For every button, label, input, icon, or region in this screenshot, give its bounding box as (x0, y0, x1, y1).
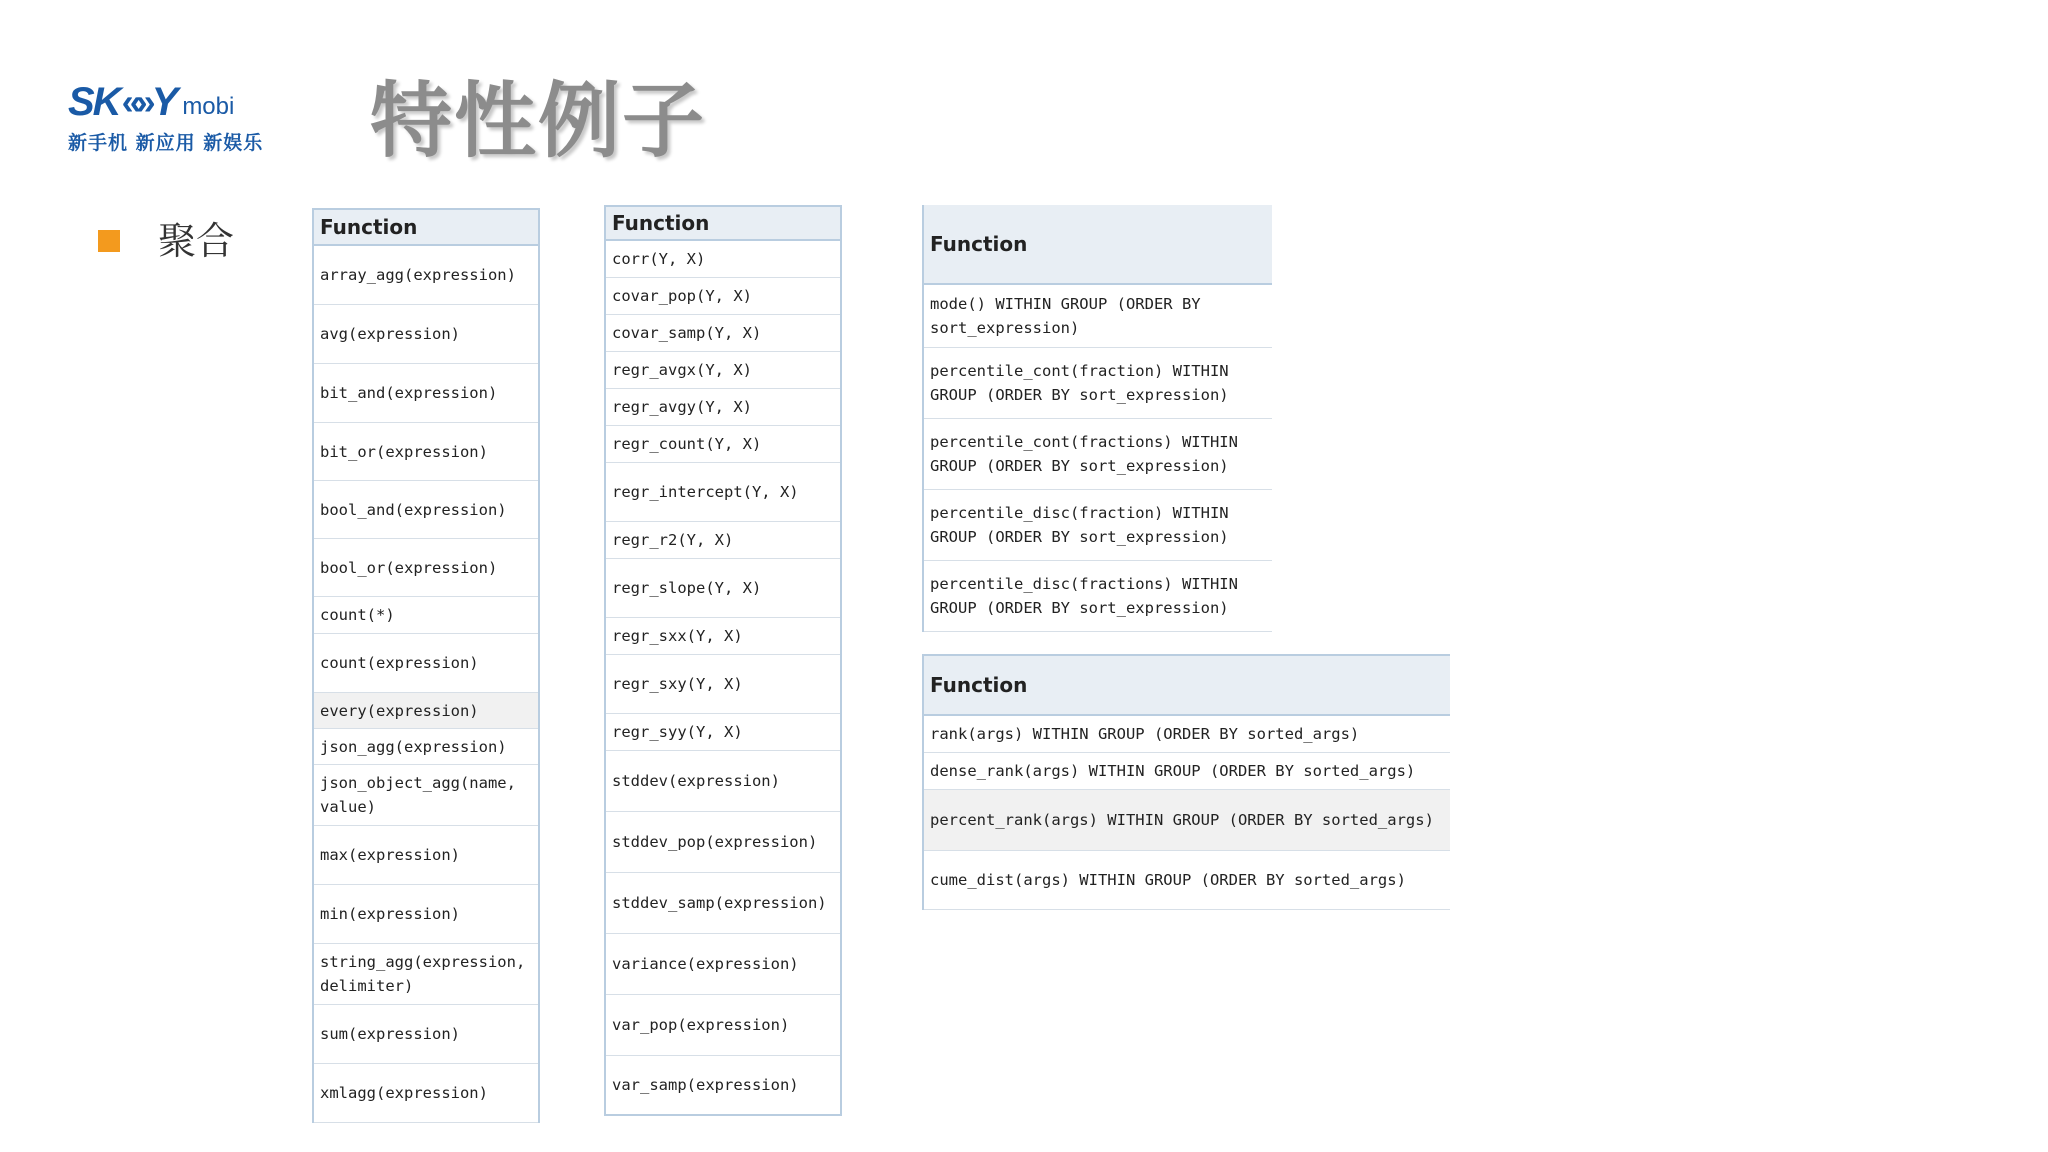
function-signature: var_samp(expression) (605, 1056, 841, 1116)
company-logo (68, 80, 328, 160)
function-signature: bit_and(expression) (313, 364, 539, 423)
function-signature: var_pop(expression) (605, 995, 841, 1056)
table-row (313, 885, 539, 944)
table-row (605, 812, 841, 873)
table-row (313, 693, 539, 729)
statistical-functions-table (604, 205, 842, 1116)
function-signature: percentile_cont(fraction) WITHIN GROUP (ORDER BY sort_expression) (923, 348, 1272, 419)
function-signature: regr_count(Y, X) (605, 426, 841, 463)
function-signature: regr_r2(Y, X) (605, 522, 841, 559)
table-row (923, 490, 1272, 561)
table-row (605, 751, 841, 812)
logo-tagline: 新手机 新应用 新娱乐 (68, 132, 264, 154)
table-header: Function (313, 209, 539, 245)
table-row (605, 995, 841, 1056)
table-row (313, 305, 539, 364)
function-signature: percentile_cont(fractions) WITHIN GROUP (ORDER BY sort_expression) (923, 419, 1272, 490)
logo-mark (68, 80, 328, 122)
logo-brand-chevrons: «» (121, 81, 150, 122)
function-signature: stddev_pop(expression) (605, 812, 841, 873)
table-row (313, 826, 539, 885)
function-signature: sum(expression) (313, 1005, 539, 1064)
table-row (923, 790, 1450, 851)
ordered-set-functions-table (922, 205, 1272, 632)
table-row (605, 1056, 841, 1116)
table-row (923, 419, 1272, 490)
table-row (313, 481, 539, 539)
table-row (313, 765, 539, 826)
logo-brand-y: Y (151, 80, 179, 124)
function-signature: regr_sxy(Y, X) (605, 655, 841, 714)
function-signature: covar_samp(Y, X) (605, 315, 841, 352)
function-signature: regr_avgy(Y, X) (605, 389, 841, 426)
function-signature: string_agg(expression, delimiter) (313, 944, 539, 1005)
table-row (923, 715, 1450, 753)
function-signature: regr_intercept(Y, X) (605, 463, 841, 522)
table-row (923, 753, 1450, 790)
function-signature: every(expression) (313, 693, 539, 729)
aggregate-functions-table (312, 208, 540, 1123)
table-row (605, 559, 841, 618)
function-signature: regr_sxx(Y, X) (605, 618, 841, 655)
table-row (605, 714, 841, 751)
table-row (313, 1064, 539, 1123)
table-row (605, 278, 841, 315)
function-signature: covar_pop(Y, X) (605, 278, 841, 315)
function-signature: regr_syy(Y, X) (605, 714, 841, 751)
table-row (605, 389, 841, 426)
slide-title: 特性例子 (370, 74, 707, 169)
function-signature: bit_or(expression) (313, 423, 539, 481)
function-signature: regr_slope(Y, X) (605, 559, 841, 618)
table-header: Function (923, 655, 1450, 715)
function-signature: json_agg(expression) (313, 729, 539, 765)
hypothetical-set-functions-table (922, 654, 1450, 910)
function-signature: max(expression) (313, 826, 539, 885)
table-row (605, 463, 841, 522)
function-signature: xmlagg(expression) (313, 1064, 539, 1123)
bullet-label: 聚合 (158, 219, 235, 263)
table-row (605, 655, 841, 714)
function-signature: bool_or(expression) (313, 539, 539, 597)
table-row (605, 426, 841, 463)
table-row (605, 618, 841, 655)
table-row (313, 634, 539, 693)
table-row (313, 423, 539, 481)
table-row (605, 934, 841, 995)
function-signature: cume_dist(args) WITHIN GROUP (ORDER BY sorted_args) (923, 851, 1450, 910)
table-row (313, 539, 539, 597)
function-signature: min(expression) (313, 885, 539, 944)
table-row (605, 873, 841, 934)
table-header: Function (923, 205, 1272, 284)
logo-brand-mobi: mobi (182, 93, 235, 120)
function-signature: array_agg(expression) (313, 245, 539, 305)
table-row (313, 597, 539, 634)
bullet-square-icon (98, 230, 120, 252)
table-header: Function (605, 206, 841, 240)
function-signature: regr_avgx(Y, X) (605, 352, 841, 389)
table-row (605, 352, 841, 389)
table-row (605, 240, 841, 278)
table-row (923, 851, 1450, 910)
function-signature: percentile_disc(fractions) WITHIN GROUP (ORDER BY sort_expression) (923, 561, 1272, 632)
function-signature: stddev_samp(expression) (605, 873, 841, 934)
table-row (923, 348, 1272, 419)
function-signature: variance(expression) (605, 934, 841, 995)
function-signature: count(*) (313, 597, 539, 634)
function-signature: mode() WITHIN GROUP (ORDER BY sort_expression) (923, 284, 1272, 348)
function-signature: corr(Y, X) (605, 240, 841, 278)
table-row (923, 561, 1272, 632)
table-row (605, 522, 841, 559)
function-signature: percent_rank(args) WITHIN GROUP (ORDER BY sorted_args) (923, 790, 1450, 851)
table-row (923, 284, 1272, 348)
table-row (313, 364, 539, 423)
table-row (313, 1005, 539, 1064)
logo-brand-sk: SK (68, 80, 120, 124)
table-row (605, 315, 841, 352)
table-row (313, 729, 539, 765)
table-row (313, 944, 539, 1005)
function-signature: stddev(expression) (605, 751, 841, 812)
function-signature: json_object_agg(name, value) (313, 765, 539, 826)
function-signature: avg(expression) (313, 305, 539, 364)
function-signature: count(expression) (313, 634, 539, 693)
function-signature: dense_rank(args) WITHIN GROUP (ORDER BY sorted_args) (923, 753, 1450, 790)
function-signature: rank(args) WITHIN GROUP (ORDER BY sorted_args) (923, 715, 1450, 753)
function-signature: bool_and(expression) (313, 481, 539, 539)
function-signature: percentile_disc(fraction) WITHIN GROUP (ORDER BY sort_expression) (923, 490, 1272, 561)
table-row (313, 245, 539, 305)
